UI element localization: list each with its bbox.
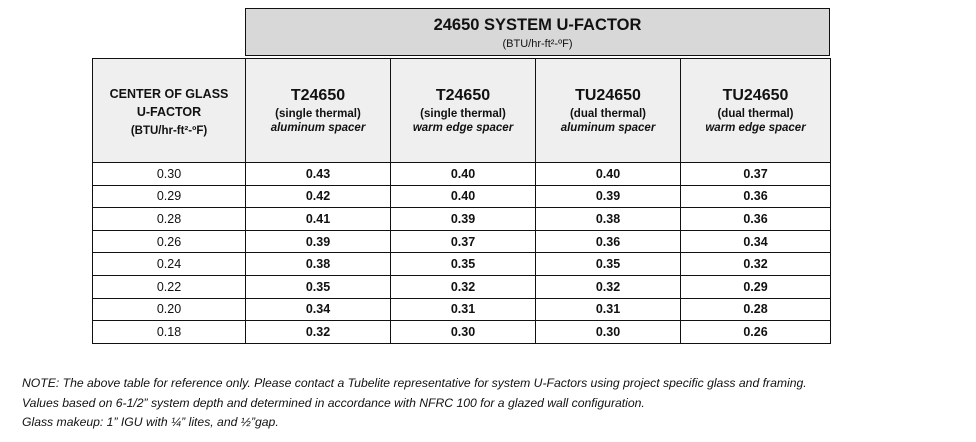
cog-title-line1: CENTER OF GLASS <box>109 86 229 101</box>
value-cell: 0.38 <box>536 208 681 231</box>
cog-title-line2: U-FACTOR <box>136 104 202 119</box>
column-model: TU24650 <box>575 87 641 104</box>
value-cell: 0.35 <box>246 275 391 298</box>
value-cell: 0.35 <box>391 253 536 276</box>
column-thermal: (single thermal) <box>420 108 506 120</box>
table-row <box>93 208 831 231</box>
table-row <box>93 275 831 298</box>
column-header <box>391 59 536 163</box>
value-cell: 0.37 <box>391 230 536 253</box>
value-cell: 0.31 <box>391 298 536 321</box>
table-row <box>93 185 831 208</box>
value-cell: 0.37 <box>681 163 831 186</box>
value-cell: 0.40 <box>391 163 536 186</box>
table-header-row <box>93 59 831 163</box>
cog-value-cell: 0.22 <box>93 275 246 298</box>
column-spacer: aluminum spacer <box>560 122 656 134</box>
value-cell: 0.31 <box>536 298 681 321</box>
value-cell: 0.26 <box>681 321 831 344</box>
system-u-factor-header <box>245 8 830 56</box>
table-row <box>93 230 831 253</box>
value-cell: 0.38 <box>246 253 391 276</box>
column-model: T24650 <box>435 87 491 104</box>
value-cell: 0.32 <box>536 275 681 298</box>
column-model: T24650 <box>290 87 346 104</box>
note-line: Glass makeup: 1” IGU with ¼” lites, and ½”gap. <box>22 415 279 429</box>
column-thermal: (dual thermal) <box>717 108 794 120</box>
column-thermal: (dual thermal) <box>569 108 647 120</box>
note-line: Values based on 6-1/2” system depth and determined in accordance with NFRC 100 for a glazed wall configuration. <box>22 395 645 410</box>
value-cell: 0.35 <box>536 253 681 276</box>
value-cell: 0.43 <box>246 163 391 186</box>
table-row <box>93 163 831 186</box>
value-cell: 0.42 <box>246 185 391 208</box>
table-row <box>93 253 831 276</box>
column-model: TU24650 <box>722 87 789 104</box>
cog-value-cell: 0.26 <box>93 230 246 253</box>
column-thermal: (single thermal) <box>275 108 361 120</box>
column-spacer: warm edge spacer <box>705 122 806 134</box>
cog-unit: (BTU/hr-ft²-ºF) <box>130 124 208 137</box>
value-cell: 0.39 <box>246 230 391 253</box>
value-cell: 0.32 <box>681 253 831 276</box>
value-cell: 0.29 <box>681 275 831 298</box>
notes <box>22 374 972 433</box>
table-row <box>93 298 831 321</box>
note-line: NOTE: The above table for reference only. Please contact a Tubelite representative for system U-Factors using project specific glass and framing. <box>22 376 807 390</box>
value-cell: 0.34 <box>681 230 831 253</box>
cog-value-cell: 0.30 <box>93 163 246 186</box>
cog-value-cell: 0.24 <box>93 253 246 276</box>
value-cell: 0.32 <box>391 275 536 298</box>
value-cell: 0.39 <box>536 185 681 208</box>
center-of-glass-header <box>93 59 246 163</box>
value-cell: 0.30 <box>536 321 681 344</box>
cog-value-cell: 0.20 <box>93 298 246 321</box>
column-header <box>246 59 391 163</box>
value-cell: 0.36 <box>681 185 831 208</box>
column-spacer: warm edge spacer <box>412 122 514 134</box>
column-spacer: aluminum spacer <box>270 122 366 134</box>
cog-value-cell: 0.18 <box>93 321 246 344</box>
table-row <box>93 321 831 344</box>
cog-value-cell: 0.28 <box>93 208 246 231</box>
value-cell: 0.36 <box>536 230 681 253</box>
value-cell: 0.41 <box>246 208 391 231</box>
system-unit: (BTU/hr-ft²-ºF) <box>502 38 573 50</box>
value-cell: 0.39 <box>391 208 536 231</box>
value-cell: 0.30 <box>391 321 536 344</box>
value-cell: 0.36 <box>681 208 831 231</box>
value-cell: 0.40 <box>391 185 536 208</box>
value-cell: 0.40 <box>536 163 681 186</box>
system-title: 24650 SYSTEM U-FACTOR <box>433 16 642 34</box>
column-header <box>536 59 681 163</box>
value-cell: 0.32 <box>246 321 391 344</box>
value-cell: 0.28 <box>681 298 831 321</box>
value-cell: 0.34 <box>246 298 391 321</box>
column-header <box>681 59 831 163</box>
u-factor-table <box>92 58 831 344</box>
cog-value-cell: 0.29 <box>93 185 246 208</box>
